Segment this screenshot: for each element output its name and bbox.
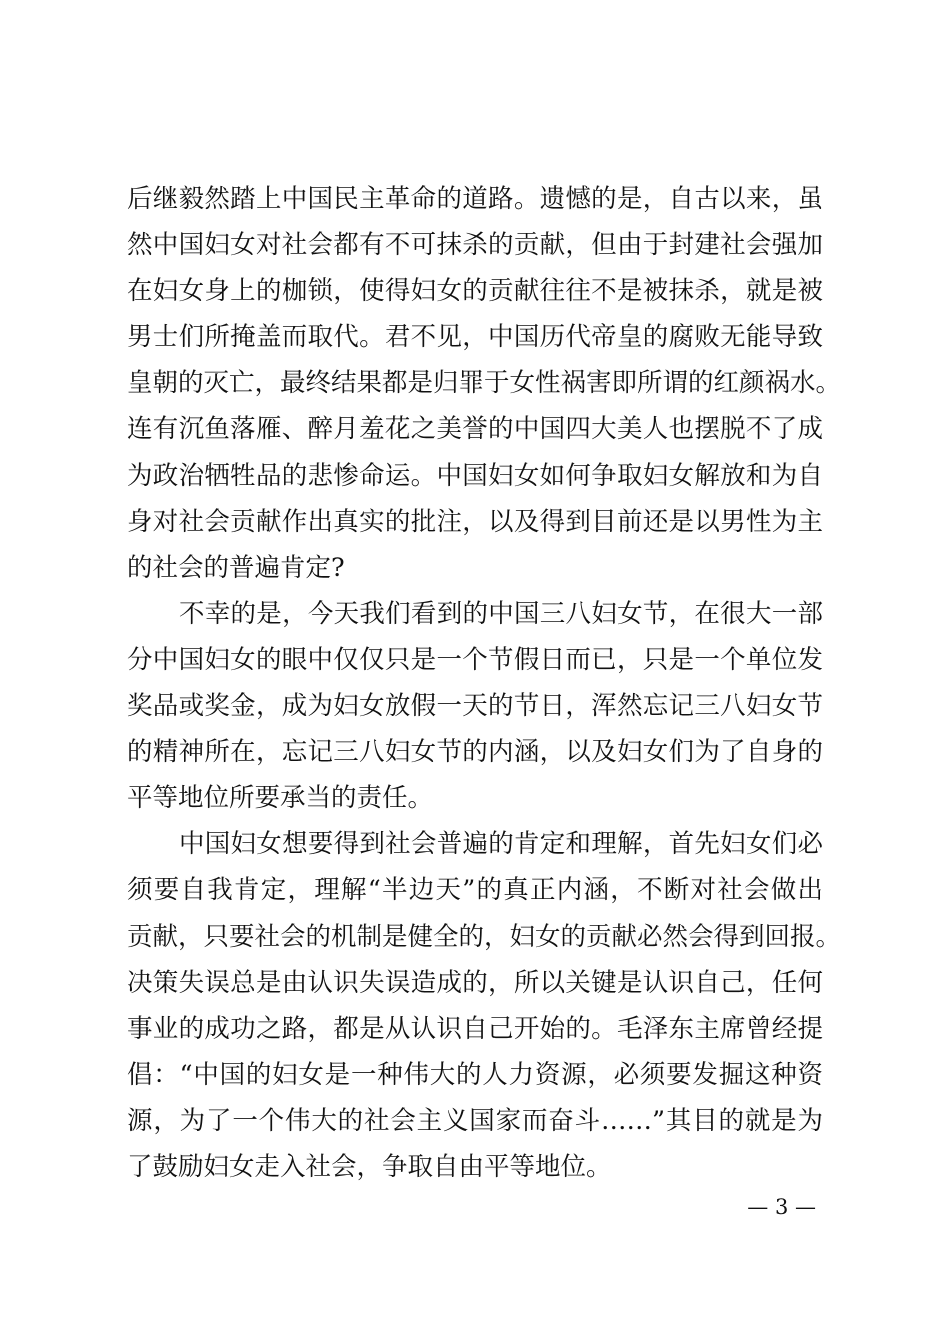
page-number: — 3 — xyxy=(747,1195,816,1219)
text-line: 贡献，只要社会的机制是健全的，妇女的贡献必然会得到回报。 xyxy=(127,921,842,952)
text-line: 须要自我肯定，理解“半边天”的真正内涵，不断对社会做出 xyxy=(127,875,823,906)
text-line: 的精神所在，忘记三八妇女节的内涵，以及妇女们为了自身的 xyxy=(127,737,823,768)
paragraph xyxy=(127,176,842,591)
text-line: 男士们所掩盖而取代。君不见，中国历代帝皇的腐败无能导致 xyxy=(127,322,823,353)
text-line: 在妇女身上的枷锁，使得妇女的贡献往往不是被抹杀，就是被 xyxy=(127,276,823,307)
text-line: 事业的成功之路，都是从认识自己开始的。毛泽东主席曾经提 xyxy=(127,1013,823,1044)
text-line: 皇朝的灭亡，最终结果都是归罪于女性祸害即所谓的红颜祸水。 xyxy=(127,368,842,399)
text-line: 倡：“中国的妇女是一种伟大的人力资源，必须要发掘这种资 xyxy=(127,1059,823,1090)
text-line: 然中国妇女对社会都有不可抹杀的贡献，但由于封建社会强加 xyxy=(127,230,823,261)
text-line: 为政治牺牲品的悲惨命运。中国妇女如何争取妇女解放和为自 xyxy=(127,460,823,491)
text-line: 连有沉鱼落雁、醉月羞花之美誉的中国四大美人也摆脱不了成 xyxy=(127,414,823,445)
body-text xyxy=(127,176,842,1190)
text-line: 源，为了一个伟大的社会主义国家而奋斗……”其目的就是为 xyxy=(127,1105,823,1136)
text-line: 平等地位所要承当的责任。 xyxy=(127,783,434,814)
text-line: 身对社会贡献作出真实的批注，以及得到目前还是以男性为主 xyxy=(127,506,823,537)
text-line: 决策失误总是由认识失误造成的，所以关键是认识自己，任何 xyxy=(127,967,823,998)
text-line: 的社会的普遍肯定? xyxy=(127,552,345,583)
text-line: 后继毅然踏上中国民主革命的道路。遗憾的是，自古以来，虽 xyxy=(127,184,823,214)
text-line: 奖品或奖金，成为妇女放假一天的节日，浑然忘记三八妇女节 xyxy=(127,691,823,722)
text-line: 中国妇女想要得到社会普遍的肯定和理解，首先妇女们必 xyxy=(179,829,823,860)
text-line: 不幸的是，今天我们看到的中国三八妇女节，在很大一部 xyxy=(179,598,823,629)
text-line: 了鼓励妇女走入社会，争取自由平等地位。 xyxy=(127,1151,612,1182)
paragraph xyxy=(127,821,842,1190)
paragraph xyxy=(127,591,823,821)
text-line: 分中国妇女的眼中仅仅只是一个节假日而已，只是一个单位发 xyxy=(127,644,823,675)
